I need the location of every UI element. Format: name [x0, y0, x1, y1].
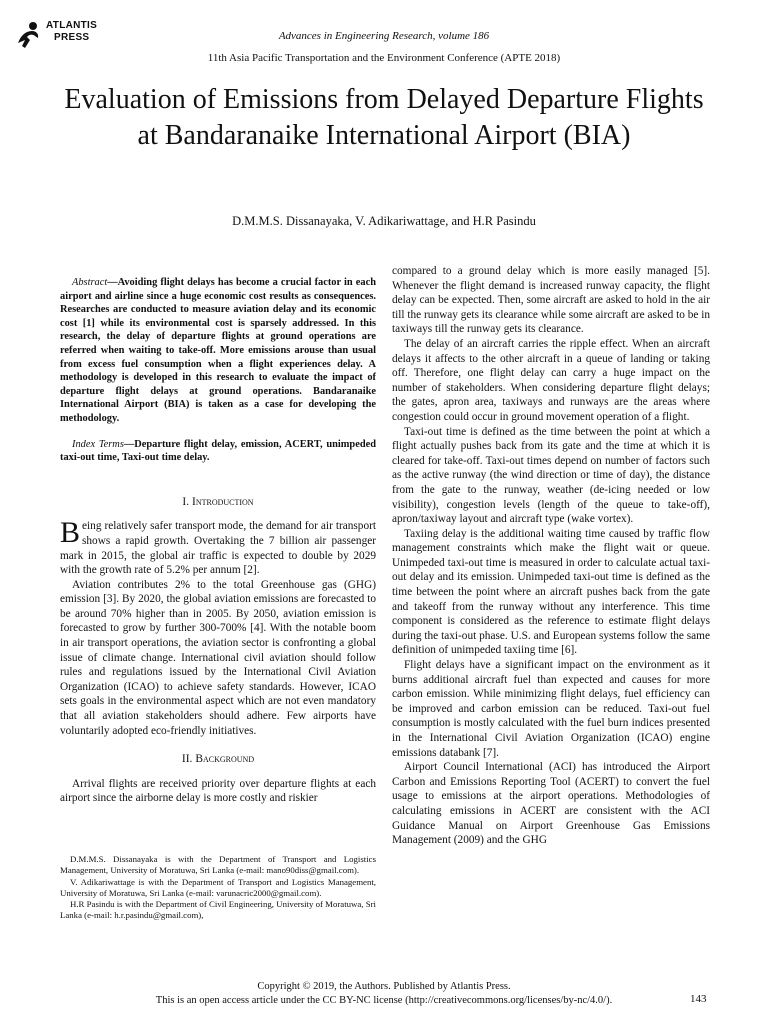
section-heading-introduction [60, 495, 376, 510]
paper-title: Evaluation of Emissions from Delayed Departure Flights at Bandaranaike International Airport (BIA) [64, 84, 704, 151]
section-number: I. [182, 495, 190, 508]
license-line: This is an open access article under the CC BY-NC license (http://creativecommons.org/licenses/by-nc/4.0/). [155, 995, 613, 1006]
intro-paragraph-1 [60, 516, 376, 577]
index-terms-text: —Departure flight delay, emission, ACERT, unimpeded taxi-out time, Taxi-out time delay. [60, 438, 376, 464]
right-column [392, 264, 710, 848]
right-paragraph-3: Taxi-out time is defined as the time between the point at which a flight actually pushes back from its gate and the time at which it is cleared for take-off. Taxi-out times depend on number of factors such as the active runway (the wind direction or time of day), the distance from the gate to the runway, weather (de-icing needed or low visibility), congestion levels (length of the queue to take-off), apron/taxiway layout and aircraft type (wake vortex). [392, 425, 710, 526]
index-terms [60, 438, 376, 465]
section-title: Introduction [191, 495, 254, 508]
journal-name: Advances in Engineering Research, volume 186 [278, 30, 490, 42]
right-paragraph-4: Taxiing delay is the additional waiting time caused by traffic flow management constraints which make the flight wait or queue. Unimpeded taxi-out time is measured in order to calculate actual taxi-out delay and its emission. Unimpeded taxi-out time is defined as the time between the point where an aircraft pushes back from the gate and takeoff from the runway without any interference. This time component is considered as the reference to estimate flight delays during the taxi-out phase. U.S. and European systems follow the same definition of unimpeded taxiing time [6]. [392, 527, 710, 657]
intro-paragraph-1-text: eing relatively safer transport mode, the demand for air transport shows a rapid growth. Overtaking the 7 billion air passenger mark in 2015, the global air traffic is expected to double by 2029 with the growth rate of 5.2% per annum [2]. [60, 520, 376, 577]
logo-line-2: PRESS [54, 32, 90, 43]
right-paragraph-1: compared to a ground delay which is more easily managed [5]. Whenever the flight demand is increased runway capacity, the flight delay can be expected. Then, some aircraft are asked to hold in the air till the runway gets its clearance while some aircraft are asked to be in taxiways till the runway gets its clearance. [392, 265, 710, 336]
footnote-3: H.R Pasindu is with the Department of Civil Engineering, University of Moratuwa, Sri Lanka (e-mail: h.r.pasindu@gmail.com), [60, 899, 376, 921]
left-column [60, 276, 376, 806]
logo-line-1: ATLANTIS [46, 20, 98, 31]
abstract-text: —Avoiding flight delays has become a crucial factor in each airport and airline since a huge economic cost results as consequences. Researches are conducted to measure aviation delay and its economic cost [1] while its environmental cost is sparsely addressed. In this research, the delay of departure flights at ground operations are referred when waiting to take-off. More emissions arouse than usual from excess fuel consumption when a flight experiences delay. A methodology is developed in this research to evaluate the impact of departure flight delays at ground operations. Bandaranaike International Airport (BIA) is taken as a case for developing the methodology. [60, 277, 376, 424]
footnote-2: V. Adikariwattage is with the Department of Transport and Logistics Management, University of Moratuwa, Sri Lanka (e-mail: varunacric2000@gmail.com). [60, 876, 376, 898]
paper-authors: D.M.M.S. Dissanayaka, V. Adikariwattage, and H.R Pasindu [232, 214, 536, 228]
index-terms-label: Index Terms [72, 438, 124, 450]
intro-paragraph-2: Aviation contributes 2% to the total Greenhouse gas (GHG) emission [3]. By 2020, the global aviation emissions are forecasted to be around 70% higher than in 2005. By 2050, aviation emission is forecasted to grow by further 300-700% [4]. With the notable boom in air transport operations, the aviation sector is confronting a global issue of climate change. International civil aviation should follow rules and regulations issued by the International Civil Aviation Organization (ICAO) to achieve safety standards. However, ICAO sets goals in the environmental aspect which are not even mandatory that all aviation stakeholders should adhere. Few airports have voluntarily adopted eco-friendly initiatives. [60, 578, 376, 737]
background-paragraph-1: Arrival flights are received priority over departure flights at each airport since the airborne delay is more costly and riskier [60, 777, 376, 805]
author-footnotes [60, 854, 376, 922]
copyright-notice [0, 980, 768, 1008]
abstract-label: Abstract [72, 277, 108, 288]
page-number: 143 [690, 993, 707, 1005]
right-paragraph-2: The delay of an aircraft carries the ripple effect. When an aircraft delays it affects to the other aircraft in a queue of landing or taking off. Therefore, one flight delay can carry a huge impact on the number of stakeholders. When considering departure flight delays; the gates, apron area, taxiways and runways are the areas where congestion could occur in ground movement operation of a flight. [392, 337, 710, 423]
right-paragraph-6: Airport Council International (ACI) has introduced the Airport Carbon and Emissions Reporting Tool (ACERT) to convert the fuel usage to emissions at the airport operations. Methodologies of calculating emissions in ACERT are consistent with the ACI Guidance Manual on Airport Greenhouse Gas Emissions Management (2009) and the GHG [392, 761, 710, 847]
drop-cap: B [60, 516, 81, 550]
footnote-1: D.M.M.S. Dissanayaka is with the Department of Transport and Logistics Management, University of Moratuwa, Sri Lanka (e-mail: mano90diss@gmail.com). [60, 854, 376, 876]
right-paragraph-5: Flight delays have a significant impact on the environment as it burns additional aircraft fuel than expected and causes for more carbon emission. While minimizing flight delays, fuel efficiency can be improved and carbon emission can be reduced. Taxi-out fuel consumption is mostly calculated with the fuel burn indices presented in the International Civil Aviation Organization (ICAO) engine emissions databank [7]. [392, 659, 710, 759]
abstract [60, 276, 376, 426]
copyright-line: Copyright © 2019, the Authors. Published by Atlantis Press. [257, 981, 511, 992]
section-heading-background [60, 752, 376, 767]
section-number: II. [181, 753, 193, 766]
section-title: Background [195, 753, 255, 766]
conference-name: 11th Asia Pacific Transportation and the Environment Conference (APTE 2018) [207, 52, 561, 64]
